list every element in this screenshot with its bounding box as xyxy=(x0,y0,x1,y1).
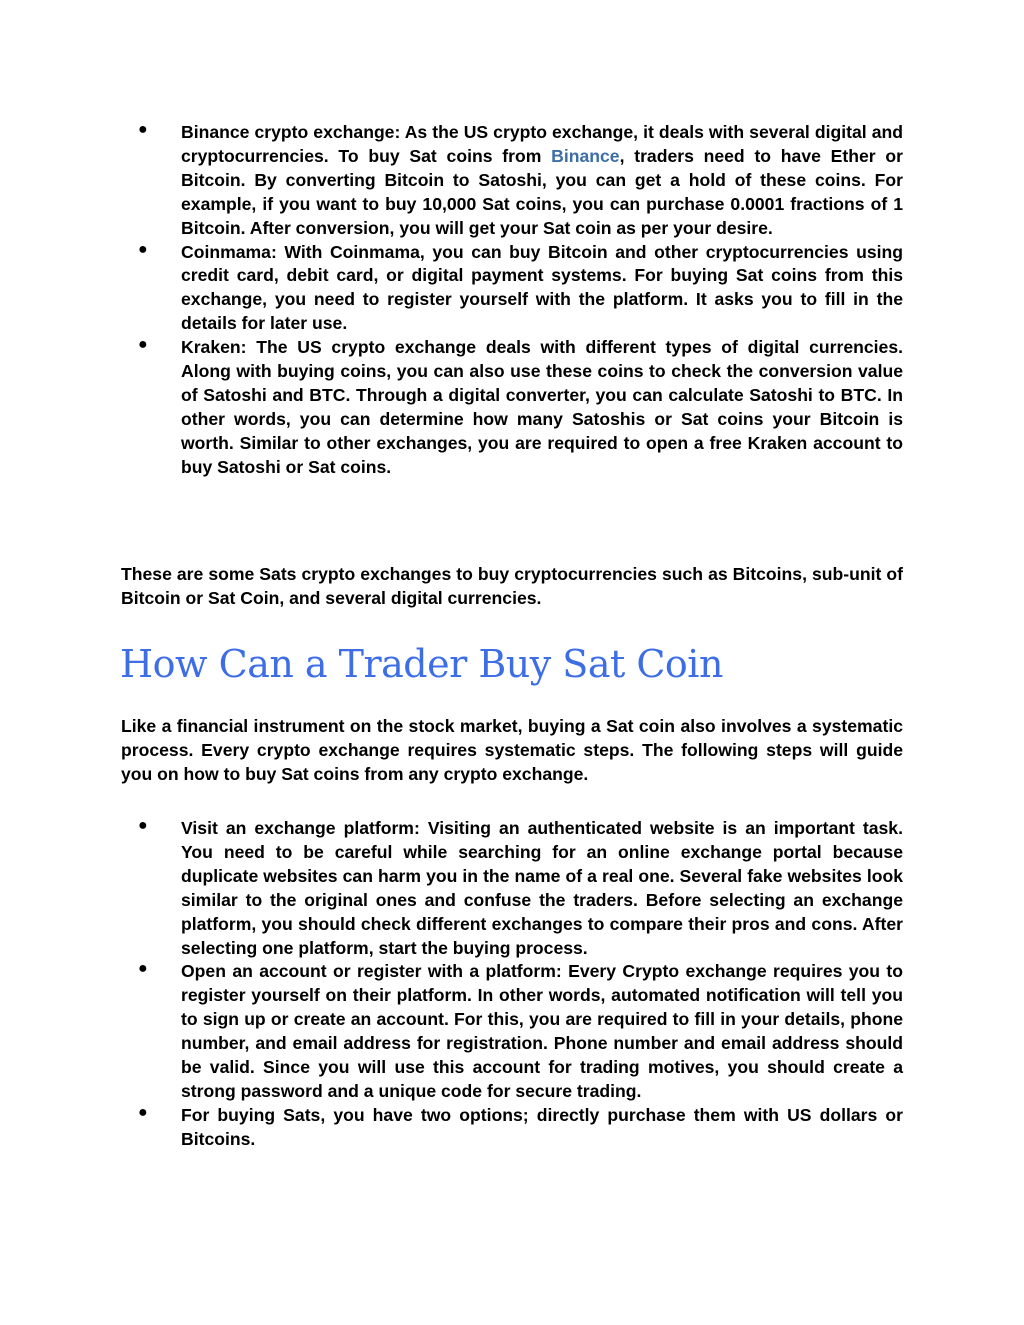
list-item xyxy=(121,960,903,1103)
list-item xyxy=(121,336,903,479)
intro-paragraph: Like a financial instrument on the stock market, buying a Sat coin also involves a systematic process. Every crypto exchange requires systematic steps. The following steps will guide you on how to buy Sat coins from any crypto exchange. xyxy=(121,716,903,784)
section-heading: How Can a Trader Buy Sat Coin xyxy=(120,642,723,686)
list-item-text: Open an account or register with a platform: Every Crypto exchange requires you to register yourself on their platform. In other words, automated notification will tell you to sign up or create an account. For this, you are required to fill in your details, phone number, and email address for registration. Phone number and email address should be valid. Since you will use this account for trading motives, you should create a strong password and a unique code for secure trading. xyxy=(181,961,903,1101)
bullet-icon: ● xyxy=(138,336,148,354)
list-item-text: Kraken: The US crypto exchange deals with different types of digital currencies. Along with buying coins, you can also use these coins to check the conversion value of Satoshi and BTC. Through a digital converter, you can calculate Satoshi to BTC. In other words, you can determine how many Satoshis or Sat coins your Bitcoin is worth. Similar to other exchanges, you are required to open a free Kraken account to buy Satoshi or Sat coins. xyxy=(181,337,903,477)
bullet-icon: ● xyxy=(138,960,148,978)
bullet-icon: ● xyxy=(138,240,148,258)
steps-list xyxy=(121,817,903,1152)
bullet-icon: ● xyxy=(138,817,148,834)
list-item xyxy=(121,241,903,337)
list-item xyxy=(121,121,903,241)
bullet-icon: ● xyxy=(138,1103,148,1121)
list-item-text: For buying Sats, you have two options; directly purchase them with US dollars or Bitcoins. xyxy=(181,1104,903,1149)
summary-paragraph: These are some Sats crypto exchanges to buy cryptocurrencies such as Bitcoins, sub-unit of Bitcoin or Sat Coin, and several digital currencies. xyxy=(121,564,903,608)
list-item xyxy=(121,1104,903,1152)
exchange-list xyxy=(121,121,903,480)
binance-link[interactable]: Binance xyxy=(551,145,620,166)
list-item-text: Coinmama: With Coinmama, you can buy Bitcoin and other cryptocurrencies using credit card, debit card, or digital payment systems. For buying Sat coins from this exchange, you need to register yourself with the platform. It asks you to fill in the details for later use. xyxy=(181,241,903,334)
bullet-icon: ● xyxy=(138,121,148,138)
list-item xyxy=(121,817,903,960)
list-item-text: Visit an exchange platform: Visiting an authenticated website is an important task. You need to be careful while searching for an online exchange portal because duplicate websites can harm you in the name of a real one. Several fake websites look similar to the original ones and confuse the traders. Before selecting an exchange platform, you should check different exchanges to compare their pros and cons. After selecting one platform, start the buying process. xyxy=(181,818,903,958)
list-item-text: Binance crypto exchange: As the US crypto exchange, it deals with several digital and cryptocurrencies. To buy Sat coins from Binance, traders need to have Ether or Bitcoin. By converting Bitcoin to Satoshi, you can get a hold of these coins. For example, if you want to buy 10,000 Sat coins, you can purchase 0.0001 fractions of 1 Bitcoin. After conversion, you will get your Sat coin as per your desire. xyxy=(181,122,903,238)
